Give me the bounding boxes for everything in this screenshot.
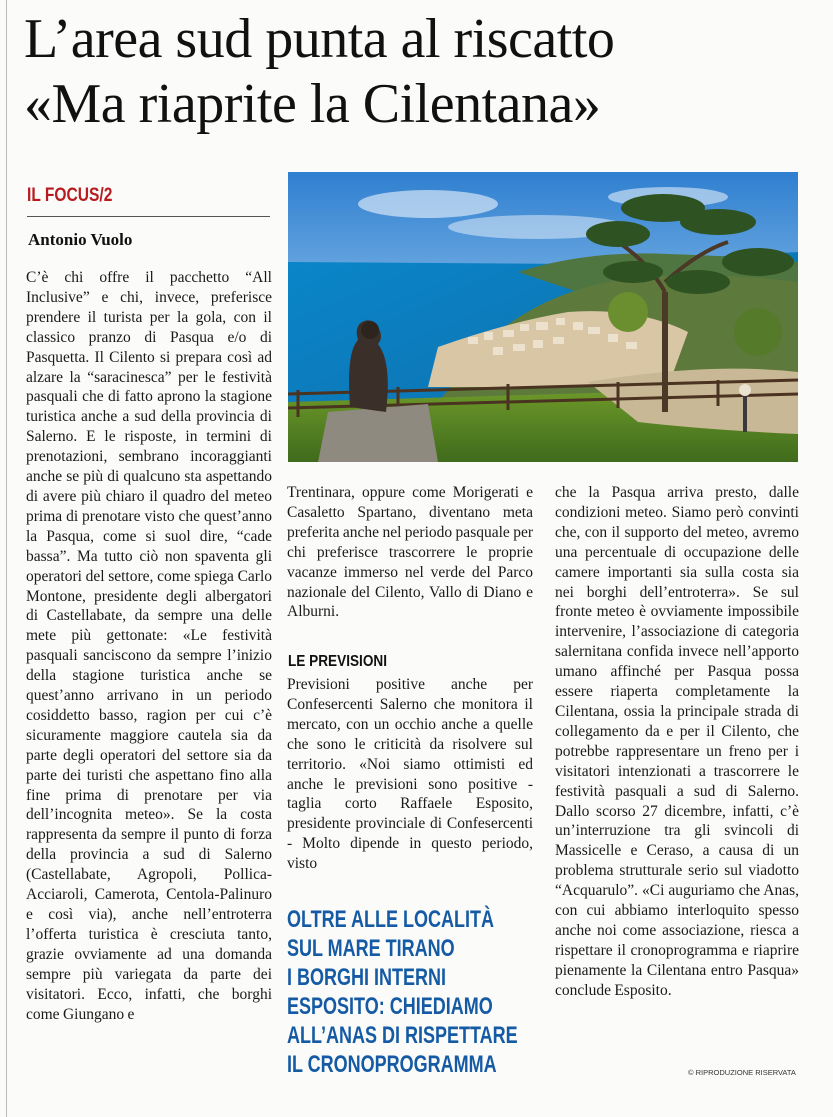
author-byline: Antonio Vuolo (28, 230, 133, 249)
page-edge-rule (6, 0, 7, 1117)
pull-quote-line: SUL MARE TIRANO (287, 935, 455, 962)
article-column-3: che la Pasqua arriva presto, dalle condizioni meteo. Siamo però convinti che, con il supporto del meteo, avremo una percentuale di occupazione delle camere importanti sia sulla costa sia nei borghi dell’entroterra». Se sul fronte meteo è ovviamente impossibile intervenire, l’associazione di categoria salernitana confida invece nell’apporto umano affinché per Pasqua possa essere riaperta completamente la Cilentana, ossia la principale strada di collegamento da e per il Cilento, che potrebbe rappresentare un freno per i visitatori intenzionati a trascorrere le festività pasquali a sud di Salerno. Dallo scorso 27 dicembre, infatti, c’è un’interruzione tra gli svincoli di Massicelle e Ceraso, a causa di un problema strutturale serio sul viadotto “Acquarulo”. «Ci auguriamo che Anas, con cui abbiamo interloquito spesso anche noi come associazione, riesca a rispettare il cronoprogramma e riaprire pienamente la Cilentana entro Pasqua» conclude Esposito. (555, 484, 799, 999)
pull-quote-line: IL CRONOPROGRAMMA (287, 1051, 497, 1078)
pull-quote-line: OLTRE ALLE LOCALITÀ (287, 906, 494, 933)
headline-line-1: L’area sud punta al riscatto (24, 8, 615, 70)
article-column-2-top: Trentinara, oppure come Morigerati e Casaletto Spartano, diventano meta preferita anche nel periodo pasquale per chi preferisce trascorrere le proprie vacanze immerso nel verde del Parco nazionale del Cilento, Vallo di Diano e Alburni. (287, 484, 533, 621)
copyright-notice: © RIPRODUZIONE RISERVATA (688, 1068, 796, 1077)
section-heading-previsioni: LE PREVISIONI (288, 653, 387, 670)
pull-quote (287, 905, 535, 1079)
headline-line-2: «Ma riaprite la Cilentana» (24, 73, 601, 135)
pull-quote-line: I BORGHI INTERNI (287, 964, 447, 991)
article-photo (288, 172, 798, 462)
kicker-label: IL FOCUS/2 (27, 185, 113, 206)
article-column-1: C’è chi offre il pacchetto “All Inclusive” e chi, invece, preferisce prendere il turista per la gola, con il classico pranzo di Pasqua e/o di Pasquetta. Il Cilento si prepara così ad alzare la “saracinesca” per le festività pasquali che di fatto aprono la stagione turistica anche a sud della provincia di Salerno. E le risposte, in termini di prenotazioni, sembrano incoraggianti anche se più di qualcuno sta aspettando di avere più chiaro il quadro del meteo prima di prenotare visto che quest’anno la Pasqua, come si suol dire, “cade bassa”. Ma tutto ciò non spaventa gli operatori del settore, come spiega Carlo Montone, presidente degli albergatori di Castellabate, da sempre una delle mete più gettonate: «Le festività pasquali sanciscono da sempre l’inizio della stagione turistica anche se quest’anno arrivano in un periodo cosiddetto basso, ragion per cui c’è sicuramente maggiore cautela sia da parte degli operatori del settore sia da parte dei turisti che aspettano fino alla fine prima di prenotare per via dell’incognita meteo». Se la costa rappresenta da sempre il punto di forza della provincia a sud di Salerno (Castellabate, Agropoli, Pollica-Acciaroli, Camerota, Centola-Palinuro e così via), anche nell’entroterra l’offerta turistica è cresciuta tanto, grazie ovviamente ad una domanda sempre più variegata da parte dei visitatori. Ecco, infatti, che borghi come Giungano e (26, 269, 272, 1023)
article-column-2-bottom: Previsioni positive anche per Confesercenti Salerno che monitora il mercato, con un occhio anche a quelle che sono le criticità da risolvere sul territorio. «Noi siamo ottimisti ed anche le previsioni sono positive - taglia corto Raffaele Esposito, presidente provinciale di Confesercenti - Molto dipende in questo periodo, visto (287, 676, 533, 873)
pull-quote-line: ALL’ANAS DI RISPETTARE (287, 1022, 518, 1049)
kicker-divider (27, 216, 270, 217)
pull-quote-line: ESPOSITO: CHIEDIAMO (287, 993, 493, 1020)
